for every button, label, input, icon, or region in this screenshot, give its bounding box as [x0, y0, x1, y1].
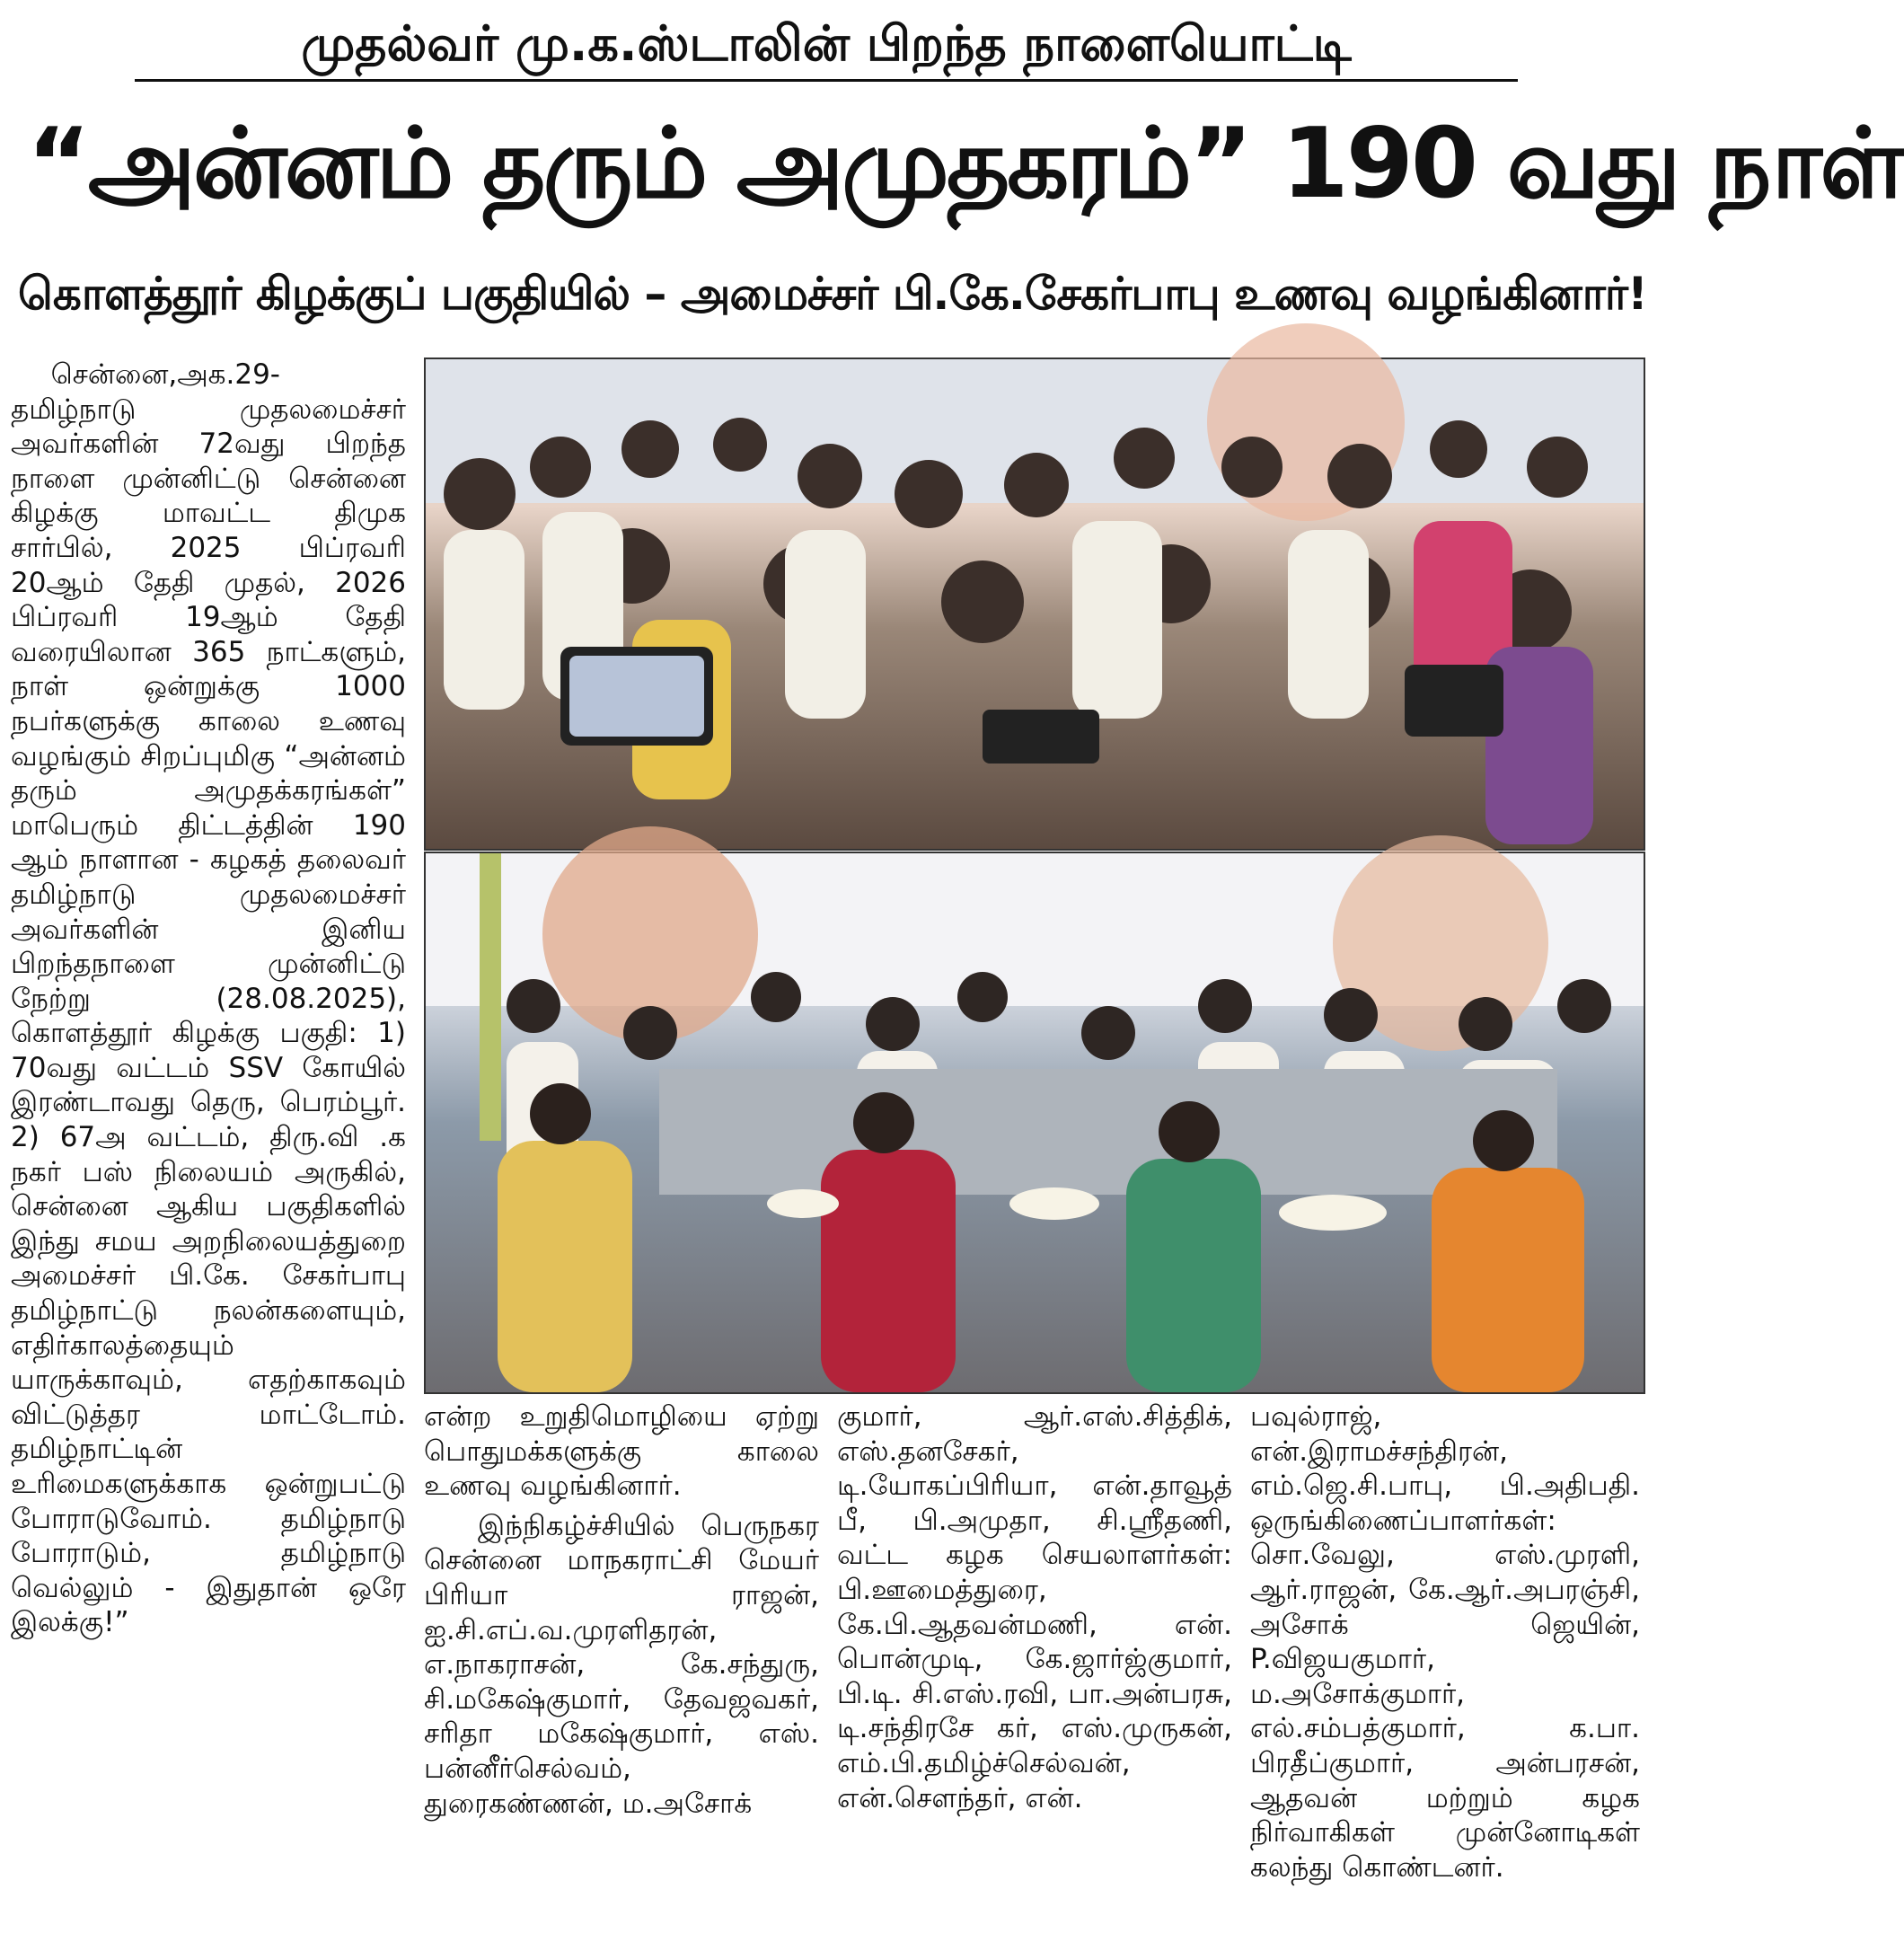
event-photo-bottom: [424, 852, 1645, 1394]
article-body-2a: என்ற உறுதிமொழியை ஏற்று பொதுமக்களுக்கு காலை உணவு வழங்கினார்.: [424, 1400, 819, 1503]
photo-scene-bottom: [426, 853, 1644, 1392]
article-body-3: குமார், ஆர்.எஸ்.சித்திக், எஸ்.தனசேகர், டி.யோகப்பிரியா, என்.தாவூத் பீ, பி.அமுதா, சி.ஸ்ரீதணி, வட்ட கழக செயலாளர்கள்: பி.ஊமைத்துரை, கே.பி.ஆதவன்மணி, என். பொன்முடி, கே.ஜார்ஜ்குமார், பி.டி. சி.எஸ்.ரவி, பா.அன்பரசு, டி.சந்திரசே கர், எஸ்.முருகன், எம்.பி.தமிழ்ச்செல்வன், என்.சௌந்தர், என்.: [837, 1400, 1232, 1814]
article-column-3: [837, 1399, 1232, 1938]
kicker-heading: முதல்வர் மு.க.ஸ்டாலின் பிறந்த நாளையொட்டி: [135, 13, 1518, 82]
article-column-4: [1250, 1399, 1640, 1938]
headline: “அன்னம் தரும் அமுதகரம்” 190 வது நாள்: [27, 108, 1904, 220]
subheadline: கொளத்தூர் கிழக்குப் பகுதியில் – அமைச்சர் பி.கே.சேகர்பாபு உணவு வழங்கினார்!: [18, 268, 1647, 320]
photo-scene-top: [426, 359, 1644, 849]
dateline: சென்னை,அக.29-: [50, 358, 280, 391]
article-body-left: தமிழ்நாடு முதலமைச்சர் அவர்களின் 72வது பிறந்த நாளை முன்னிட்டு சென்னை கிழக்கு மாவட்ட திமுக சார்பில், 2025 பிப்ரவரி 20ஆம் தேதி முதல், 2026 பிப்ரவரி 19ஆம் தேதி வரையிலான 365 நாட்களும், நாள் ஒன்றுக்கு 1000 நபர்களுக்கு காலை உணவு வழங்கும் சிறப்புமிகு “அன்னம் தரும் அமுதக்கரங்கள்” மாபெரும் திட்டத்தின் 190 ஆம் நாளான - கழகத் தலைவர் தமிழ்நாடு முதலமைச்சர் அவர்களின் இனிய பிறந்தநாளை முன்னிட்டு நேற்று (28.08.2025), கொளத்தூர் கிழக்கு பகுதி: 1) 70வது வட்டம் SSV கோயில் இரண்டாவது தெரு, பெரம்பூர். 2) 67அ வட்டம், திரு.வி .க நகர் பஸ் நிலையம் அருகில், சென்னை ஆகிய பகுதிகளில் இந்து சமய அறநிலையத்துறை அமைச்சர் பி.கே. சேகர்பாபு தமிழ்நாட்டு நலன்களையும், எதிர்காலத்தையும் யாருக்காவும், எதற்காகவும் விட்டுத்தர மாட்டோம். தமிழ்நாட்டின் உரிமைகளுக்காக ஒன்றுபட்டு போராடுவோம். தமிழ்நாடு போராடும், தமிழ்நாடு வெல்லும் - இதுதான் ஒரே இலக்கு!”: [11, 393, 406, 1639]
article-body-2b: இந்நிகழ்ச்சியில் பெருநகர சென்னை மாநகராட்சி மேயர் பிரியா ராஜன், ஐ.சி.எப்.வ.முரளிதரன், எ.நாகராசன், கே.சந்துரு, சி.மகேஷ்குமார், தேவஜவகர், சரிதா மகேஷ்குமார், எஸ். பன்னீர்செல்வம், துரைகண்ணன், ம.அசோக்: [424, 1509, 819, 1820]
article-column-left: [11, 358, 406, 1938]
event-photo-top: [424, 358, 1645, 851]
article-column-2: [424, 1399, 819, 1938]
article-body-4: பவுல்ராஜ், என்.இராமச்சந்திரன், எம்.ஜெ.சி.பாபு, பி.அதிபதி. ஒருங்கிணைப்பாளர்கள்: சொ.வேலு, எஸ்.முரளி, ஆர்.ராஜன், கே.ஆர்.அபரஞ்சி, அசோக் ஜெயின், P.விஜயகுமார், ம.அசோக்குமார், எல்.சம்பத்குமார், க.பா. பிரதீப்குமார், அன்பரசன், ஆதவன் மற்றும் கழக நிர்வாகிகள் முன்னோடிகள் கலந்து கொண்டனர்.: [1250, 1400, 1640, 1884]
